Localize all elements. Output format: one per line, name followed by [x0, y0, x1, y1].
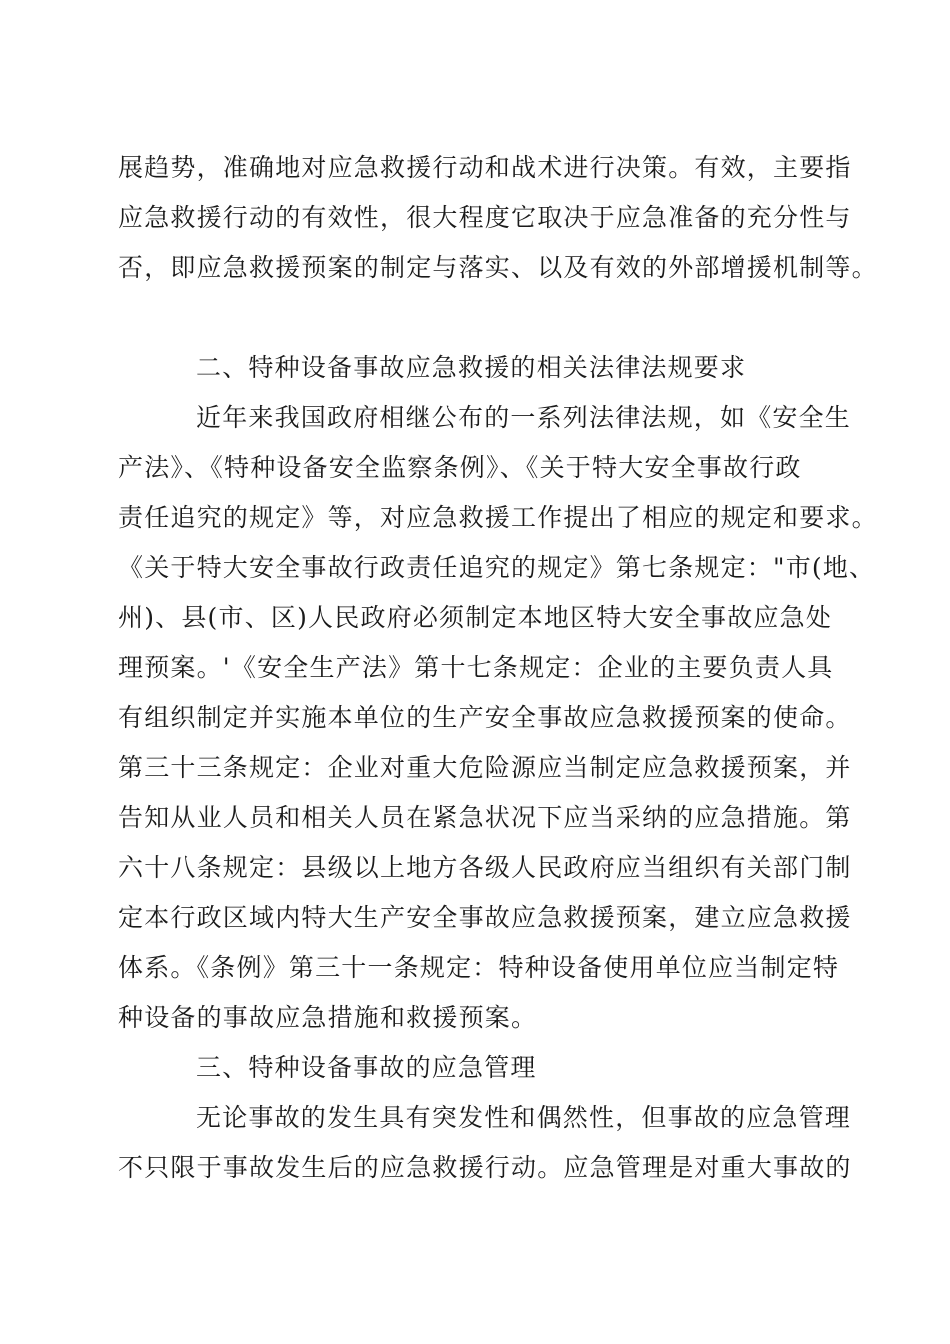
section-heading-3: 三、特种设备事故的应急管理	[196, 1053, 537, 1082]
paragraph-line: 种设备的事故应急措施和救援预案。	[118, 1003, 538, 1032]
paragraph-line: 展趋势，准确地对应急救援行动和战术进行决策。有效，主要指	[118, 153, 852, 182]
paragraph-line: 责任追究的规定》等，对应急救援工作提出了相应的规定和要求。	[118, 503, 878, 532]
paragraph-line: 定本行政区域内特大生产安全事故应急救援预案，建立应急救援	[118, 903, 852, 932]
paragraph-line: 六十八条规定：县级以上地方各级人民政府应当组织有关部门制	[118, 853, 852, 882]
paragraph-line: 第三十三条规定：企业对重大危险源应当制定应急救援预案，并	[118, 753, 852, 782]
paragraph-line: 不只限于事故发生后的应急救援行动。应急管理是对重大事故的	[118, 1153, 852, 1182]
paragraph-line: 理预案。'《安全生产法》第十七条规定：企业的主要负责人具	[118, 653, 834, 682]
paragraph-line: 《关于特大安全事故行政责任追究的规定》第七条规定："市(地、	[118, 553, 876, 582]
paragraph-line: 有组织制定并实施本单位的生产安全事故应急救援预案的使命。	[118, 703, 852, 732]
paragraph-line: 告知从业人员和相关人员在紧急状况下应当采纳的应急措施。第	[118, 803, 852, 832]
section-heading-2: 二、特种设备事故应急救援的相关法律法规要求	[196, 353, 747, 382]
paragraph-line: 产法》、《特种设备安全监察条例》、《关于特大安全事故行政	[118, 453, 802, 482]
paragraph-line: 体系。《条例》第三十一条规定：特种设备使用单位应当制定特	[118, 953, 840, 982]
paragraph-line: 否，即应急救援预案的制定与落实、以及有效的外部增援机制等。	[118, 253, 878, 282]
paragraph-line: 应急救援行动的有效性，很大程度它取决于应急准备的充分性与	[118, 203, 852, 232]
paragraph-line: 近年来我国政府相继公布的一系列法律法规，如《安全生	[196, 403, 852, 432]
paragraph-line: 无论事故的发生具有突发性和偶然性，但事故的应急管理	[196, 1103, 852, 1132]
paragraph-line: 州)、县(市、区)人民政府必须制定本地区特大安全事故应急处	[118, 603, 833, 632]
